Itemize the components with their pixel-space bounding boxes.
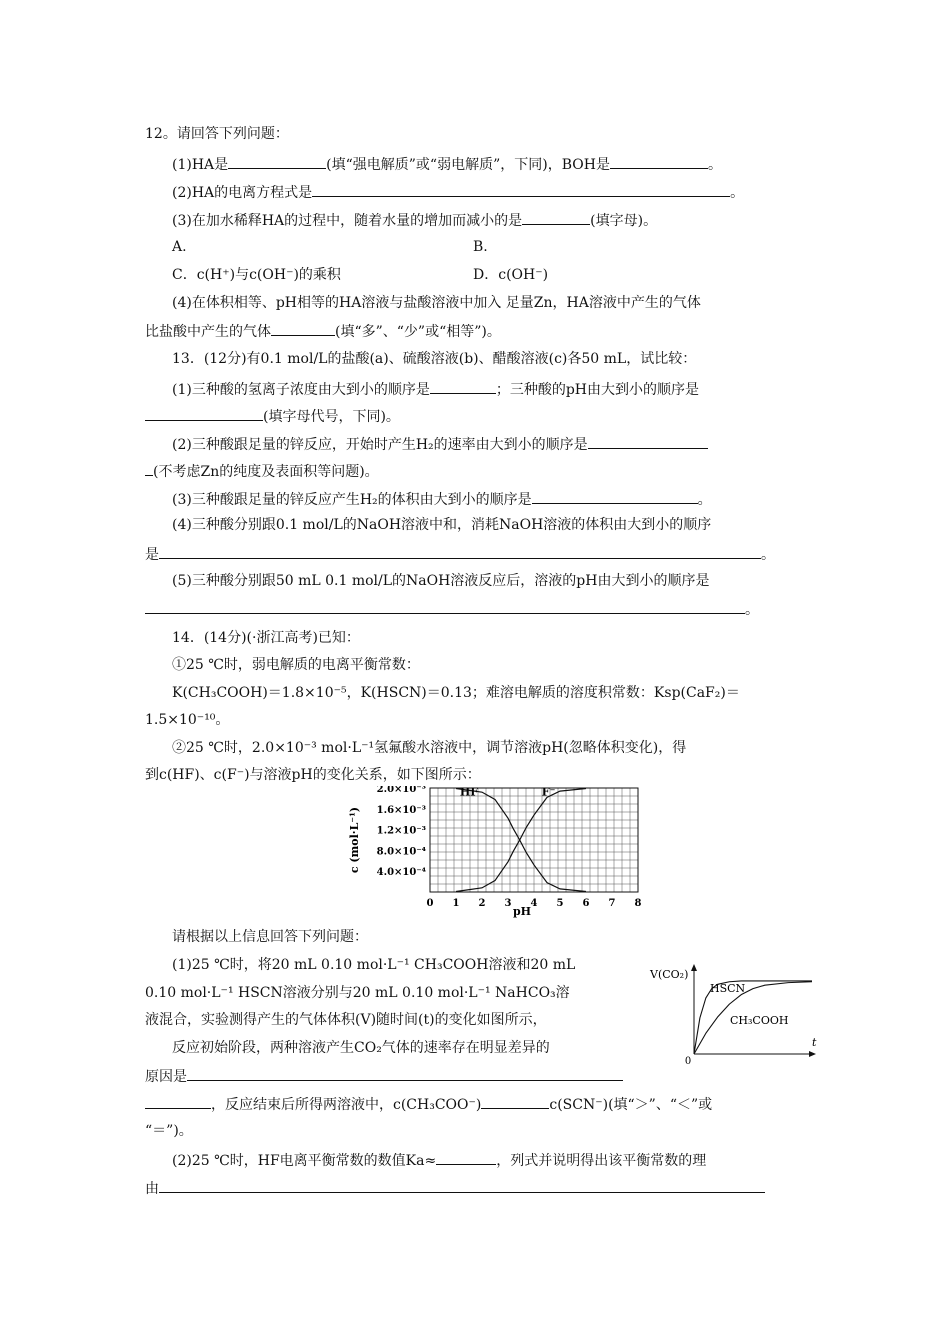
q14-constants: K(CH₃COOH)＝1.8×10⁻⁵，K(HSCN)＝0.13；难溶电解质的溶度积常数：Ksp(CaF₂)＝ xyxy=(172,685,740,701)
q13-part1: (1)三种酸的氢离子浓度由大到小的顺序是 ；三种酸的pH由大到小的顺序是 xyxy=(172,378,842,400)
origin-label: 0 xyxy=(684,1056,692,1066)
q14-sub1-cont6: “＝”)。 xyxy=(145,1123,193,1139)
x-axis-arrow xyxy=(809,1051,816,1057)
y-tick-label: 2.0×10⁻³ xyxy=(376,786,426,795)
q14-sub1-cont5: ，反应结束后所得两溶液中，c(CH₃COO⁻) c(SCN⁻)(填“＞”、“＜”或 xyxy=(145,1093,815,1115)
q14-info2-cont: 到c(HF)、c(F⁻)与溶液pH的变化关系，如下图所示： xyxy=(145,767,481,783)
q12-part3: (3)在加水稀释HA的过程中，随着水量的增加而减小的是 (填字母)。 xyxy=(172,209,842,231)
x-tick-label: 4 xyxy=(530,898,538,909)
answer-blank[interactable] xyxy=(610,153,708,169)
q12-option-c: C．c(H⁺)与c(OH⁻)的乘积 xyxy=(172,267,341,283)
x-tick-label: 2 xyxy=(478,898,486,909)
x-tick-label: 6 xyxy=(582,898,590,909)
q13-part4: (4)三种酸分别跟0.1 mol/L的NaOH溶液中和，消耗NaOH溶液的体积由大到小的顺序 xyxy=(172,517,712,533)
answer-blank[interactable] xyxy=(430,378,496,394)
q13-part1-cont: (填字母代号，下同)。 xyxy=(145,405,815,427)
x-axis-label: pH xyxy=(512,905,532,918)
answer-blank[interactable] xyxy=(145,598,745,614)
y-axis-label: V(CO₂) xyxy=(650,968,689,981)
y-tick-label: 4.0×10⁻⁴ xyxy=(376,867,426,879)
q12-part2: (2)HA的电离方程式是 。 xyxy=(172,181,842,203)
answer-blank[interactable] xyxy=(145,1093,211,1109)
x-tick-label: 8 xyxy=(634,898,642,909)
y-tick-label: 1.2×10⁻³ xyxy=(376,825,426,837)
q14-info1: ①25 ℃时，弱电解质的电离平衡常数： xyxy=(172,657,420,673)
q13-title: 13．(12分)有0.1 mol/L的盐酸(a)、硫酸溶液(b)、醋酸溶液(c)各50 mL，试比较： xyxy=(172,351,697,367)
answer-blank[interactable] xyxy=(522,209,590,225)
answer-blank[interactable] xyxy=(436,1149,496,1165)
q12-part1: (1)HA是 (填“强电解质”或“弱电解质”，下同)，BOH是 。 xyxy=(172,153,842,175)
x-tick-label: 5 xyxy=(556,898,564,909)
answer-blank[interactable] xyxy=(588,433,708,449)
q14-sub1: (1)25 ℃时，将20 mL 0.10 mol·L⁻¹ CH₃COOH溶液和20 mL xyxy=(172,957,576,973)
series-label-hf: HF xyxy=(459,786,479,799)
x-tick-label: 1 xyxy=(452,898,460,909)
x-tick-label: 0 xyxy=(426,898,434,909)
q12-option-a: A. xyxy=(172,239,187,255)
series-label-f-ion: F⁻ xyxy=(541,786,556,799)
q12-option-d: D．c(OH⁻) xyxy=(473,267,549,283)
x-tick-label: 3 xyxy=(504,898,512,909)
y-tick-label: 8.0×10⁻⁴ xyxy=(376,846,426,858)
q12-title: 12。请回答下列问题： xyxy=(145,126,289,142)
q14-sub1-cont2: 液混合，实验测得产生的气体体积(V)随时间(t)的变化如图所示， xyxy=(145,1012,547,1028)
q13-part5: (5)三种酸分别跟50 mL 0.1 mol/L的NaOH溶液反应后，溶液的pH由大到小的顺序是 xyxy=(172,573,710,589)
q13-part4-cont: 是 。 xyxy=(145,543,815,565)
answer-blank[interactable] xyxy=(159,543,761,559)
series-label-hscn: HSCN xyxy=(710,982,746,995)
q14-sub1-cont4: 原因是 xyxy=(145,1065,815,1087)
hf-ph-chart xyxy=(342,786,652,918)
q13-part2: (2)三种酸跟足量的锌反应，开始时产生H₂的速率由大到小的顺序是 xyxy=(172,433,842,455)
q14-info2: ②25 ℃时，2.0×10⁻³ mol·L⁻¹氢氟酸水溶液中，调节溶液pH(忽略体积变化)，得 xyxy=(172,740,687,756)
answer-blank[interactable] xyxy=(187,1065,623,1081)
q12-part4-cont: 比盐酸中产生的气体 (填“多”、“少”或“相等”)。 xyxy=(145,320,815,342)
y-axis-label: c (mol·L⁻¹) xyxy=(348,806,361,874)
answer-blank[interactable] xyxy=(532,488,698,504)
answer-blank[interactable] xyxy=(481,1093,549,1109)
y-axis-arrow xyxy=(691,964,697,971)
chart-grid xyxy=(430,788,638,892)
q14-sub1-cont3: 反应初始阶段，两种溶液产生CO₂气体的速率存在明显差异的 xyxy=(172,1040,550,1056)
answer-blank[interactable] xyxy=(145,460,153,476)
q14-sub2: (2)25 ℃时，HF电离平衡常数的数值Ka≈ ，列式并说明得出该平衡常数的理 xyxy=(172,1149,842,1171)
q13-part2-cont: (不考虑Zn的纯度及表面积等问题)。 xyxy=(145,460,815,482)
q14-title: 14．(14分)(·浙江高考)已知： xyxy=(172,630,360,646)
q14-sub1-cont1: 0.10 mol·L⁻¹ HSCN溶液分别与20 mL 0.10 mol·L⁻¹ NaHCO₃溶 xyxy=(145,985,570,1001)
q12-option-b: B. xyxy=(473,239,488,255)
series-label-ch3cooh: CH₃COOH xyxy=(730,1014,789,1027)
q12-part4: (4)在体积相等、pH相等的HA溶液与盐酸溶液中加入 足量Zn，HA溶液中产生的气体 xyxy=(172,295,701,311)
answer-blank[interactable] xyxy=(271,320,335,336)
answer-blank[interactable] xyxy=(312,181,730,197)
q13-part3: (3)三种酸跟足量的锌反应产生H₂的体积由大到小的顺序是 。 xyxy=(172,488,842,510)
q14-constants-cont: 1.5×10⁻¹⁰。 xyxy=(145,712,230,728)
answer-blank[interactable] xyxy=(159,1177,765,1193)
q14-sub2-cont: 由 xyxy=(145,1177,815,1199)
answer-blank[interactable] xyxy=(228,153,326,169)
y-tick-label: 1.6×10⁻³ xyxy=(376,804,426,816)
answer-blank[interactable] xyxy=(145,405,263,421)
q14-ask: 请根据以上信息回答下列问题： xyxy=(172,929,368,945)
x-tick-label: 7 xyxy=(608,898,616,909)
q13-part5-cont: 。 xyxy=(145,598,815,620)
x-axis-label: t xyxy=(812,1036,817,1049)
co2-volume-chart xyxy=(642,962,822,1066)
